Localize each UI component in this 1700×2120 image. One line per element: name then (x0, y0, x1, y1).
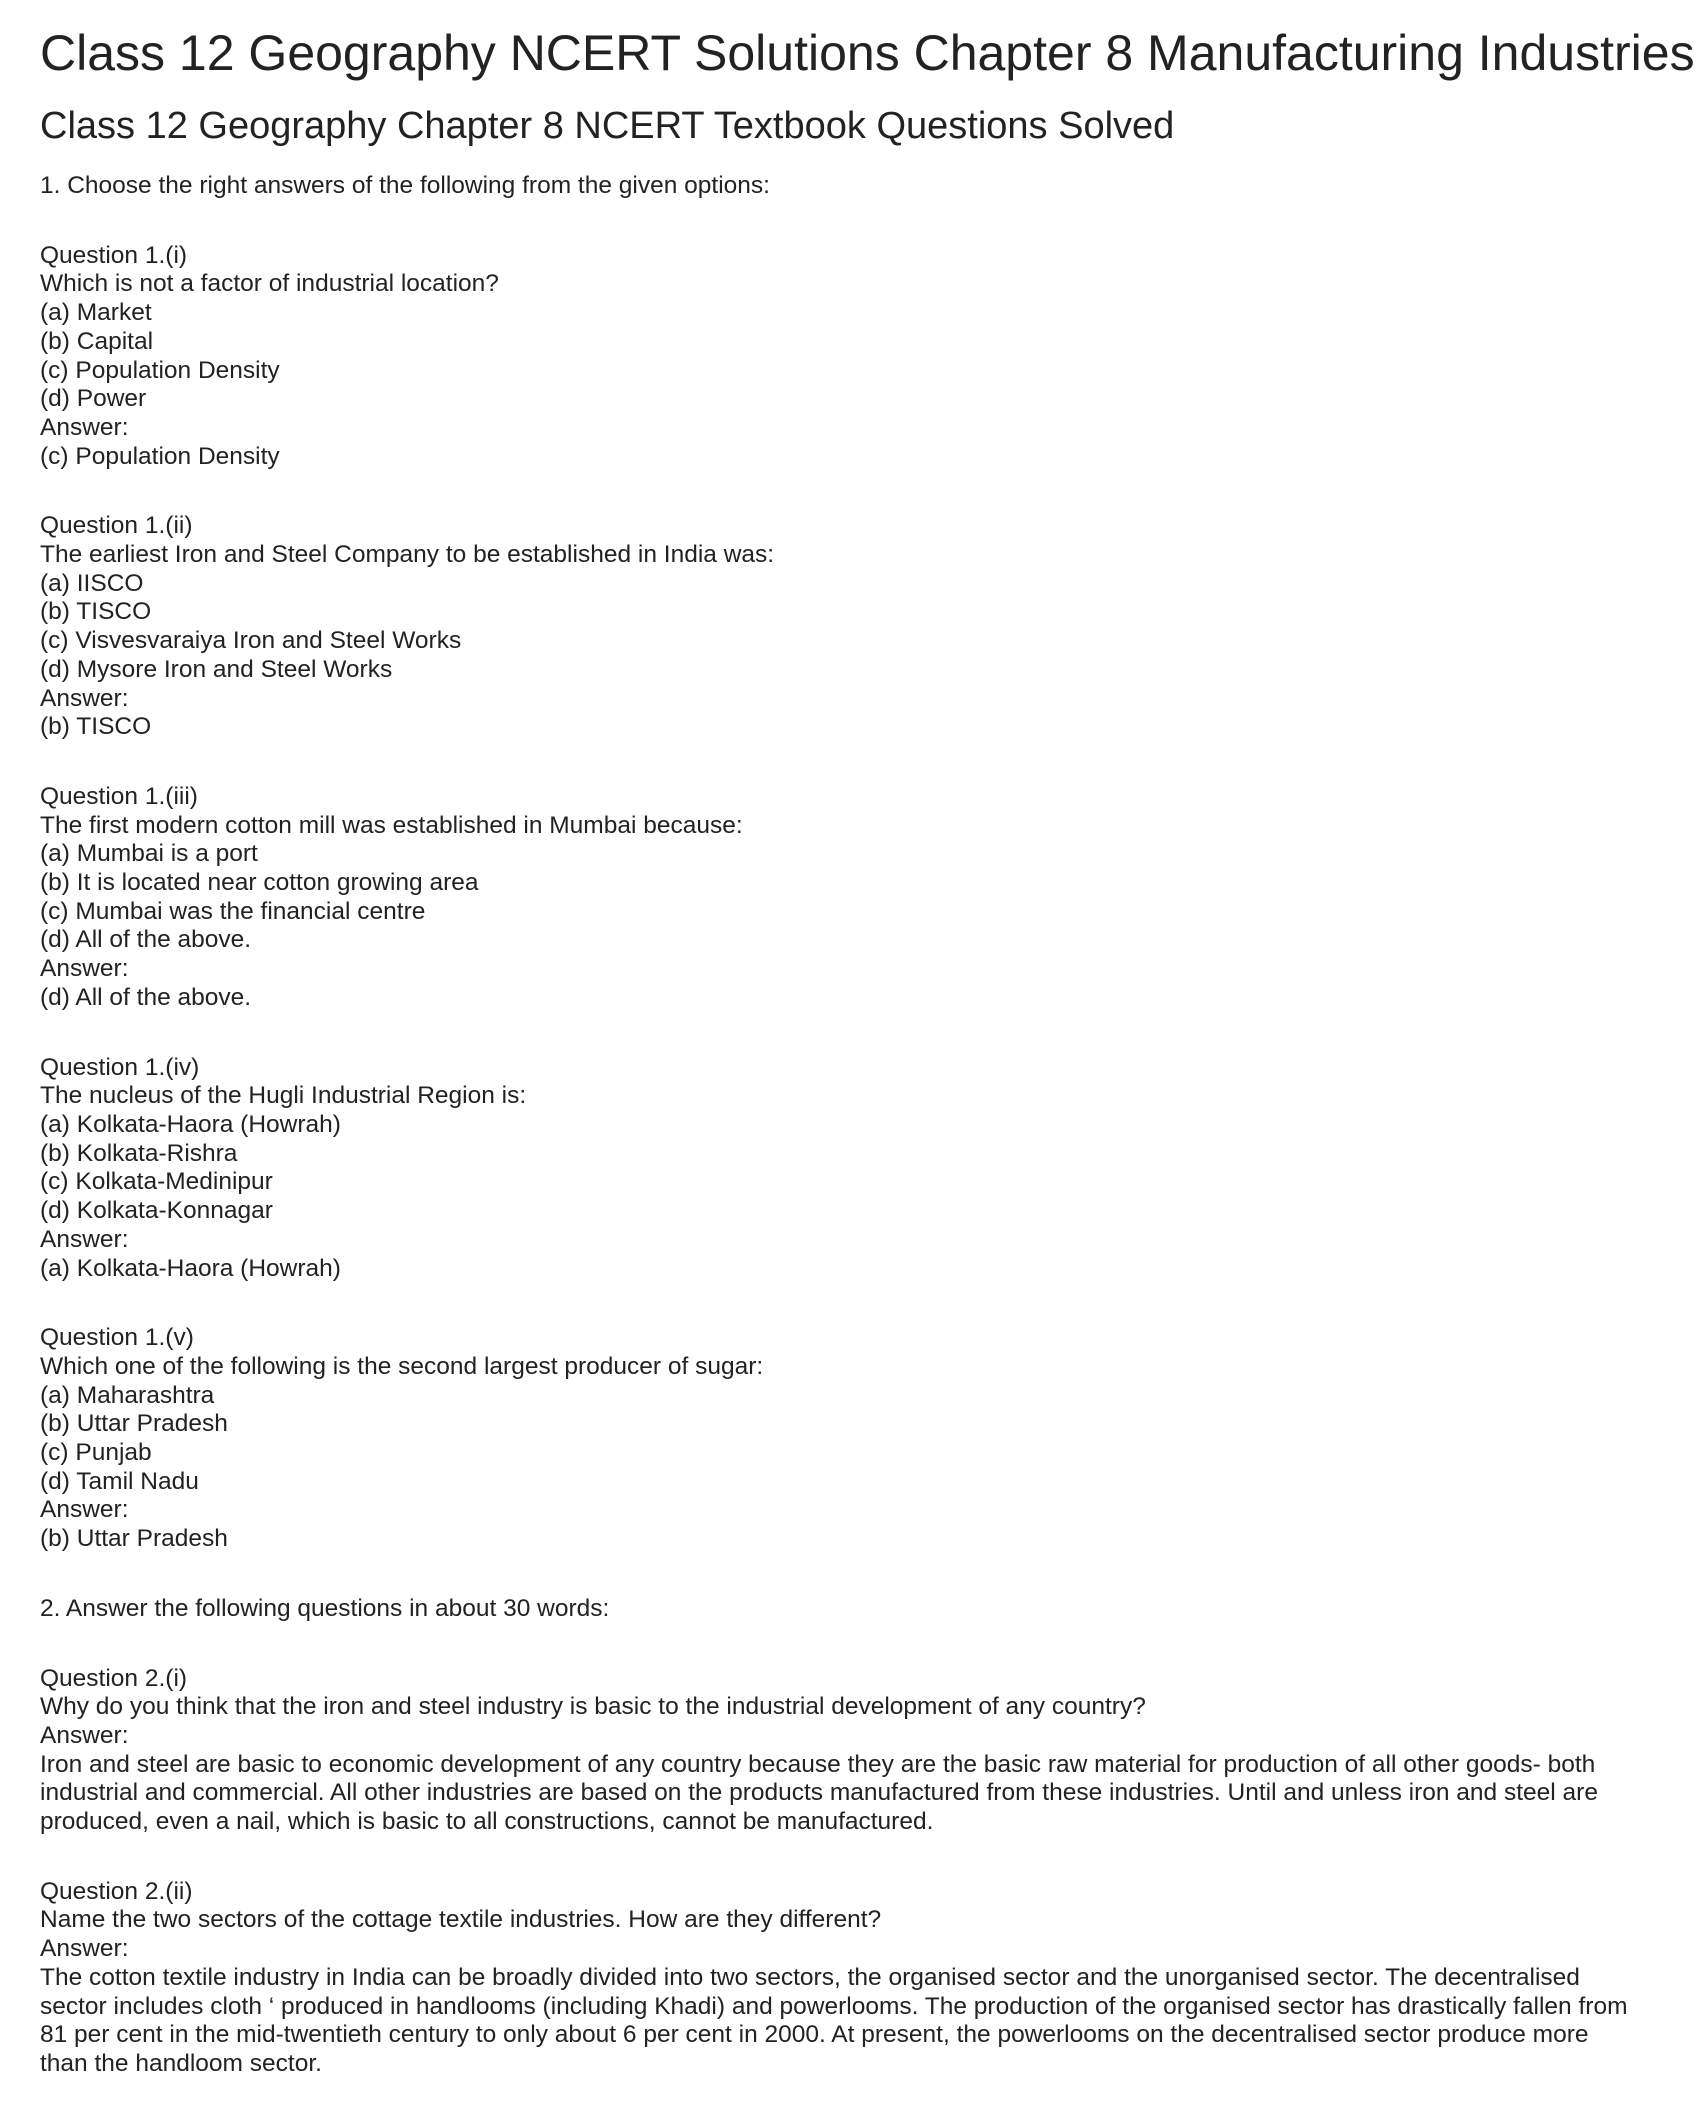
option-b: (b) It is located near cotton growing area (40, 869, 479, 897)
answer-text: (a) Kolkata-Haora (Howrah) (40, 1254, 341, 1282)
option-b: (b) Kolkata-Rishra (40, 1139, 238, 1167)
option-c: (c) Mumbai was the financial centre (40, 897, 426, 925)
page-title: Class 12 Geography NCERT Solutions Chapter 8 Manufacturing Industries (40, 25, 1695, 81)
option-c: (c) Kolkata-Medinipur (40, 1168, 273, 1196)
answer-text: (d) All of the above. (40, 983, 252, 1011)
question-block (40, 1054, 1670, 1284)
document-page (40, 22, 1695, 2120)
question-label: Question 1.(ii) (40, 512, 193, 540)
answer-text: (b) Uttar Pradesh (40, 1525, 228, 1553)
option-a: (a) Kolkata-Haora (Howrah) (40, 1110, 341, 1138)
option-b: (b) Capital (40, 327, 154, 355)
option-c: (c) Visvesvaraiya Iron and Steel Works (40, 627, 462, 655)
answer-paragraph-line: 81 per cent in the mid-twentieth century to only about 6 per cent in 2000. At present, the powerlooms on the decentralised sector produce more (40, 2021, 1589, 2049)
option-c: (c) Punjab (40, 1439, 152, 1467)
option-d: (d) Kolkata-Konnagar (40, 1197, 273, 1225)
answer-text: (c) Population Density (40, 442, 280, 470)
section2-heading: 2. Answer the following questions in about 30 words: (40, 1594, 610, 1622)
question-label: Question 1.(iii) (40, 782, 198, 810)
question-block (40, 512, 1670, 742)
answer-paragraph-line: industrial and commercial. All other industries are based on the products manufactured from these industries. Until and unless iron and steel are (40, 1779, 1598, 1807)
question-text: The earliest Iron and Steel Company to be established in India was: (40, 541, 775, 569)
option-a: (a) Market (40, 299, 152, 327)
answer-paragraph-line: sector includes cloth ‘ produced in handlooms (including Khadi) and powerlooms. The production of the organised sector has drastically fallen from (40, 1992, 1628, 2020)
question-text: Name the two sectors of the cottage textile industries. How are they different? (40, 1906, 882, 1934)
answer-label: Answer: (40, 684, 129, 712)
question-block (40, 242, 1670, 472)
option-b: (b) Uttar Pradesh (40, 1410, 228, 1438)
question-text: The first modern cotton mill was established in Mumbai because: (40, 811, 743, 839)
option-d: (d) Power (40, 385, 147, 413)
question-label: Question 1.(iv) (40, 1053, 200, 1081)
question-label: Question 2.(i) (40, 1664, 188, 1692)
answer-paragraph-line: Iron and steel are basic to economic development of any country because they are the basic raw material for production of all other goods- both (40, 1750, 1596, 1778)
section1-heading: 1. Choose the right answers of the following from the given options: (40, 172, 770, 199)
question-text: The nucleus of the Hugli Industrial Region is: (40, 1082, 527, 1110)
answer-paragraph-line: produced, even a nail, which is basic to all constructions, cannot be manufactured. (40, 1808, 934, 1836)
option-c: (c) Population Density (40, 356, 280, 384)
question-text: Which one of the following is the second largest producer of sugar: (40, 1352, 764, 1380)
question-label: Question 2.(ii) (40, 1877, 193, 1905)
question-label: Question 1.(v) (40, 1324, 194, 1352)
answer-label: Answer: (40, 955, 129, 983)
option-d: (d) Tamil Nadu (40, 1467, 199, 1495)
question-text: Why do you think that the iron and steel industry is basic to the industrial development of any country? (40, 1693, 1146, 1721)
question-text: Which is not a factor of industrial location? (40, 270, 499, 298)
question-block (40, 1324, 1670, 1554)
answer-label: Answer: (40, 1225, 129, 1253)
answer-label: Answer: (40, 1496, 129, 1524)
answer-text: (b) TISCO (40, 713, 152, 741)
option-d: (d) All of the above. (40, 926, 252, 954)
answer-label: Answer: (40, 1935, 129, 1963)
answer-label: Answer: (40, 1721, 129, 1749)
option-d: (d) Mysore Iron and Steel Works (40, 655, 393, 683)
answer-paragraph-line: than the handloom sector. (40, 2049, 322, 2077)
option-a: (a) Maharashtra (40, 1381, 215, 1409)
option-b: (b) TISCO (40, 598, 152, 626)
answer-label: Answer: (40, 413, 129, 441)
question-label: Question 1.(i) (40, 241, 188, 269)
answer-paragraph-line: The cotton textile industry in India can be broadly divided into two sectors, the organised sector and the unorganised sector. The decentralised (40, 1963, 1580, 1991)
page-subtitle: Class 12 Geography Chapter 8 NCERT Textbook Questions Solved (40, 105, 1175, 147)
question-block (40, 1878, 1670, 2079)
option-a: (a) Mumbai is a port (40, 840, 258, 868)
question-block (40, 1665, 1670, 1837)
question-block (40, 783, 1670, 1013)
option-a: (a) IISCO (40, 569, 144, 597)
